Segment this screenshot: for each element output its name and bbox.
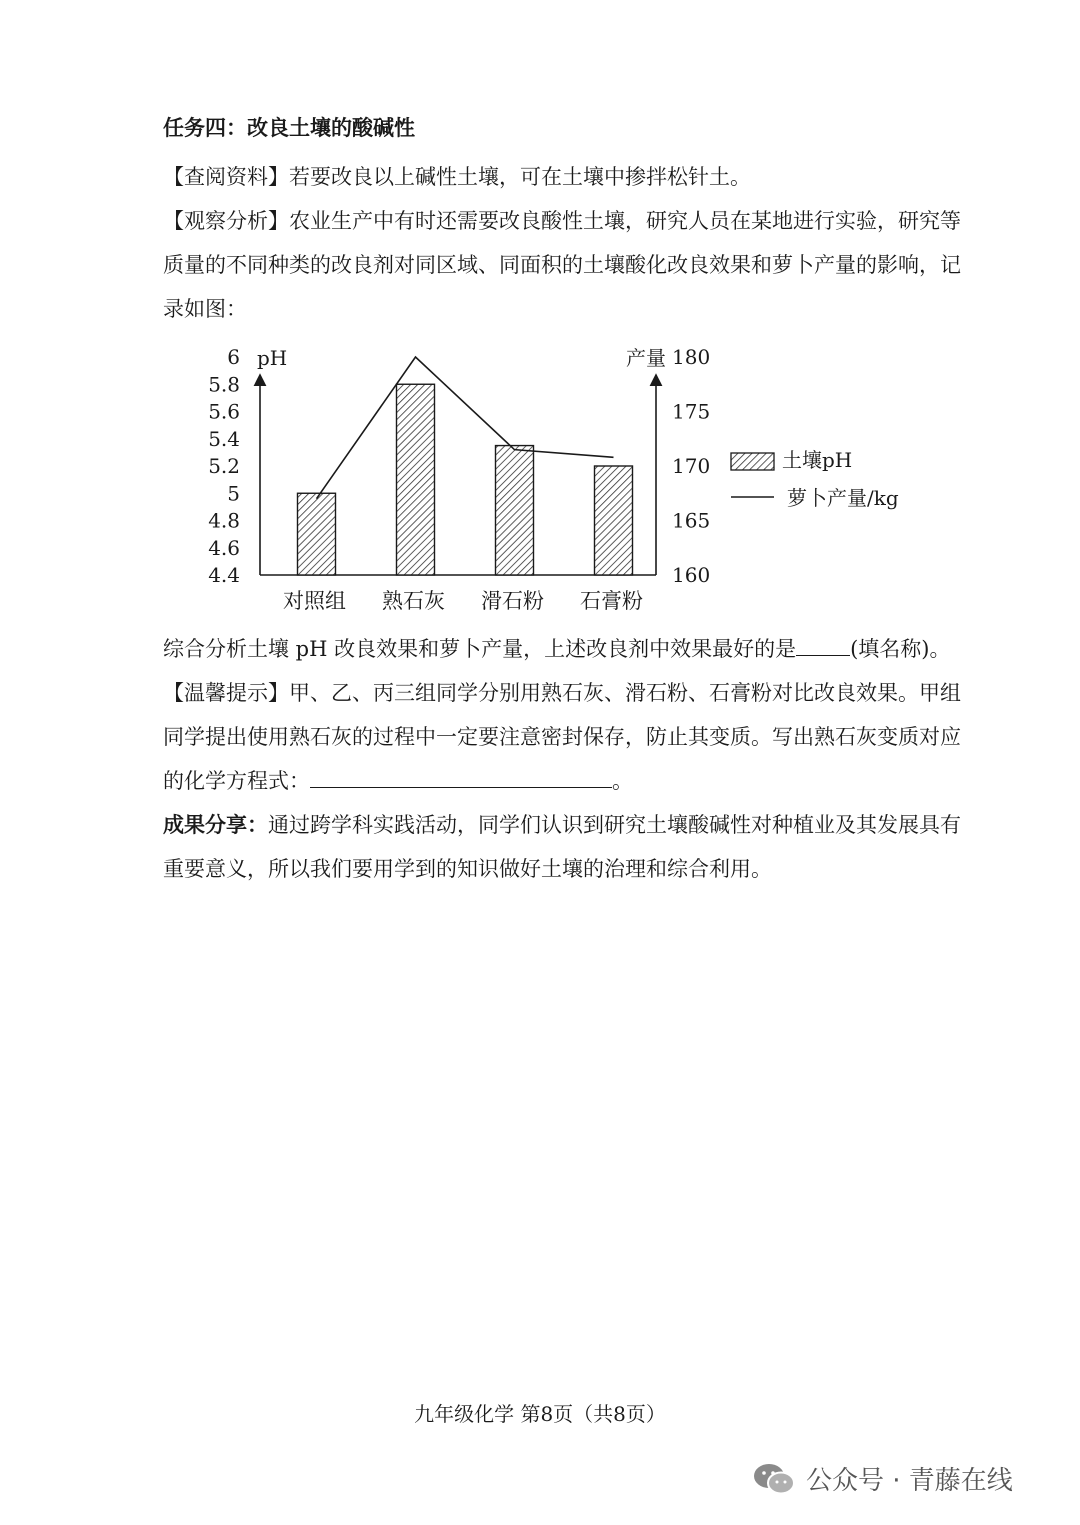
tip-paragraph	[163, 671, 963, 803]
right-tick-label: 160	[672, 563, 711, 587]
left-tick-label: 5.6	[208, 399, 240, 424]
question-paragraph	[163, 627, 963, 671]
legend-line-label: 萝卜产量/kg	[787, 486, 899, 510]
tip-text: 甲、乙、丙三组同学分别用熟石灰、滑石粉、石膏粉对比改良效果。甲组同学提出使用熟石灰的过程中一定要注意密封保存，防止其变质。写出熟石灰变质对应的化学方程式：	[163, 681, 961, 793]
left-tick-label: 4.6	[208, 535, 240, 560]
left-tick-label: 5	[227, 481, 240, 506]
tip-tag: 【温馨提示】	[163, 681, 289, 705]
wechat-icon	[752, 1461, 796, 1497]
right-axis-label: 产量	[626, 346, 666, 370]
left-tick-label: 4.4	[208, 563, 240, 587]
watermark-text: 公众号 · 青藤在线	[806, 1466, 1013, 1496]
ph-bar	[496, 446, 534, 575]
left-tick-label: 6	[227, 345, 240, 369]
reference-text: 若要改良以上碱性土壤，可在土壤中掺拌松针土。	[289, 165, 751, 189]
right-tick-label: 165	[672, 508, 711, 533]
question-suffix: (填名称)。	[850, 637, 951, 661]
question-text: 综合分析土壤 pH 改良效果和萝卜产量，上述改良剂中效果最好的是	[163, 637, 797, 661]
chart-legend	[731, 448, 899, 510]
observation-text: 农业生产中有时还需要改良酸性土壤，研究人员在某地进行实验，研究等质量的不同种类的改良剂对同区域、同面积的土壤酸化改良效果和萝卜产量的影响，记录如图：	[163, 209, 961, 321]
category-label: 石膏粉	[580, 589, 643, 613]
ph-bars	[298, 384, 633, 575]
left-axis-label: pH	[257, 346, 288, 370]
reference-tag: 【查阅资料】	[163, 165, 289, 189]
category-label: 对照组	[283, 589, 346, 613]
legend-bar-swatch	[731, 453, 774, 470]
legend-bar-label: 土壤pH	[782, 448, 853, 472]
yield-polyline	[317, 357, 614, 499]
ph-bar	[298, 493, 336, 575]
left-tick-label: 5.2	[208, 454, 240, 478]
result-tag: 成果分享：	[163, 813, 268, 837]
reference-paragraph	[163, 155, 963, 199]
yield-line	[317, 357, 614, 499]
category-label: 滑石粉	[481, 589, 544, 613]
right-tick-label: 170	[672, 454, 711, 478]
observation-tag: 【观察分析】	[163, 209, 289, 233]
ph-bar	[595, 466, 633, 575]
page-footer: 九年级化学 第8页（共8页）	[414, 1402, 666, 1426]
left-tick-label: 5.4	[208, 426, 240, 451]
tip-end: 。	[612, 769, 633, 793]
category-label: 熟石灰	[382, 589, 445, 613]
left-tick-label: 4.8	[208, 508, 240, 533]
answer-blank[interactable]	[796, 633, 850, 656]
ph-bar	[397, 384, 435, 575]
watermark	[752, 1460, 1013, 1497]
result-text: 通过跨学科实践活动，同学们认识到研究土壤酸碱性对种植业及其发展具有重要意义，所以我们要用学到的知识做好土壤的治理和综合利用。	[163, 813, 961, 881]
task-title: 任务四：改良土壤的酸碱性	[163, 116, 415, 140]
right-tick-label: 175	[672, 399, 711, 424]
soil-ph-yield-chart	[200, 340, 920, 620]
chart-labels	[208, 345, 710, 613]
result-paragraph	[163, 803, 963, 891]
left-tick-label: 5.8	[208, 372, 240, 397]
right-tick-label: 180	[672, 345, 711, 369]
equation-blank[interactable]	[310, 765, 612, 788]
observation-paragraph	[163, 199, 963, 331]
